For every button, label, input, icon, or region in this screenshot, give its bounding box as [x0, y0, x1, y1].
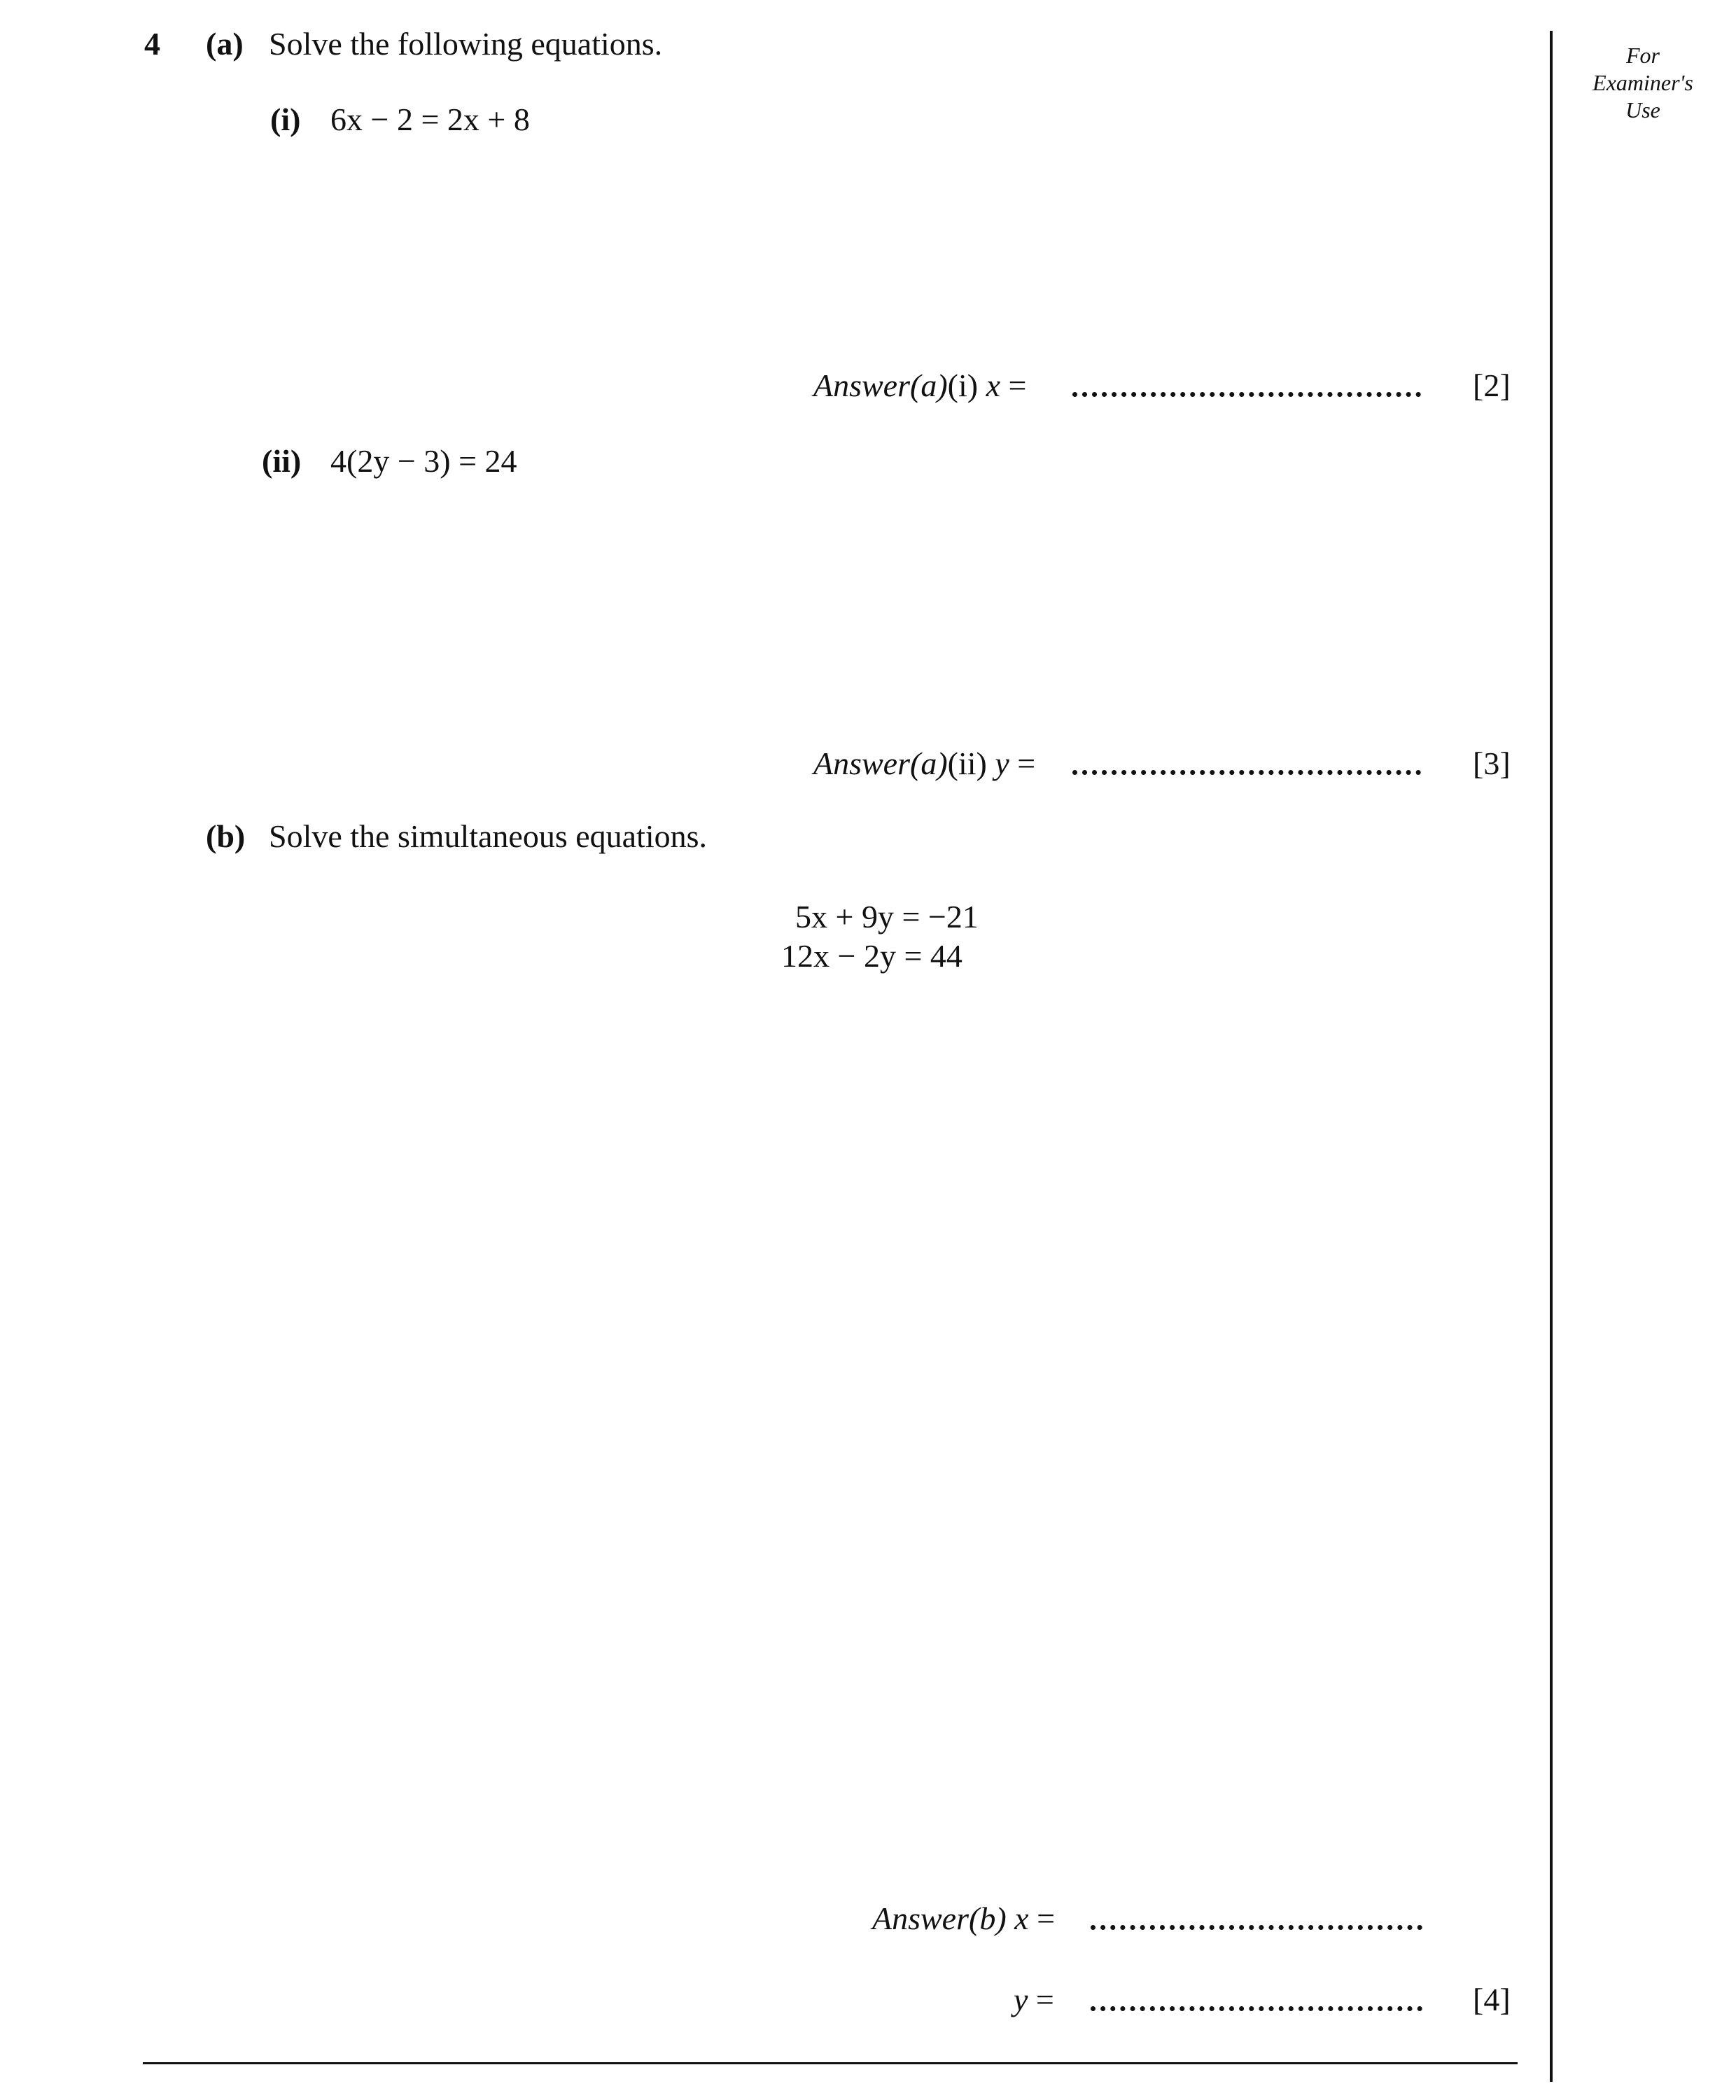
marks-a-ii: [3] [1473, 746, 1511, 781]
equation-1: 5x + 9y = −21 [795, 899, 979, 934]
answer-eq: = [1009, 746, 1036, 781]
answer-sub: (i) [947, 368, 979, 403]
question-number: 4 [144, 26, 160, 62]
examiner-use-label [1550, 42, 1736, 124]
answer-eq: = [1028, 1900, 1056, 1936]
examiner-use-line-1: For [1626, 43, 1660, 68]
examiner-use-line-2: Examiner's [1592, 70, 1693, 95]
answer-b-x-line[interactable] [1091, 1925, 1422, 1930]
part-a-ii-equation: 4(2y − 3) = 24 [330, 443, 517, 479]
equation-2: 12x − 2y = 44 [781, 938, 962, 974]
answer-var: y [995, 746, 1009, 781]
part-a-ii-label: (ii) [262, 443, 302, 479]
answer-a-ii-line[interactable] [1072, 770, 1421, 775]
answer-b-y-label [1014, 1984, 1054, 2016]
part-a-instruction: Solve the following equations. [269, 26, 663, 62]
marks-b: [4] [1473, 1982, 1511, 2017]
part-b-instruction: Solve the simultaneous equations. [269, 818, 708, 854]
simultaneous-equations [770, 897, 994, 976]
part-a-i-label: (i) [270, 102, 301, 137]
answer-b-y-line[interactable] [1091, 2006, 1422, 2011]
answer-a-i-label [813, 370, 1026, 402]
answer-prefix: Answer(a) [813, 746, 948, 781]
marks-a-i: [2] [1473, 368, 1511, 403]
bottom-rule [143, 2062, 1518, 2064]
examiner-use-line-3: Use [1625, 97, 1660, 122]
examiner-margin-rule [1550, 31, 1553, 2082]
part-b-label: (b) [206, 818, 246, 854]
answer-var: x [1014, 1900, 1029, 1936]
answer-prefix: Answer(b) [872, 1900, 1007, 1936]
answer-b-x-label [872, 1900, 1056, 1936]
answer-sub: (ii) [947, 746, 987, 781]
part-a-i-equation: 6x − 2 = 2x + 8 [330, 102, 530, 137]
answer-a-i-line[interactable] [1072, 392, 1421, 397]
answer-var: x [986, 368, 1000, 403]
answer-prefix: Answer(a) [813, 368, 948, 403]
answer-eq: = [1028, 1982, 1054, 2017]
part-a-label: (a) [206, 26, 244, 62]
answer-a-ii-label [813, 748, 1035, 780]
answer-var: y [1014, 1982, 1028, 2017]
answer-eq: = [1000, 368, 1027, 403]
